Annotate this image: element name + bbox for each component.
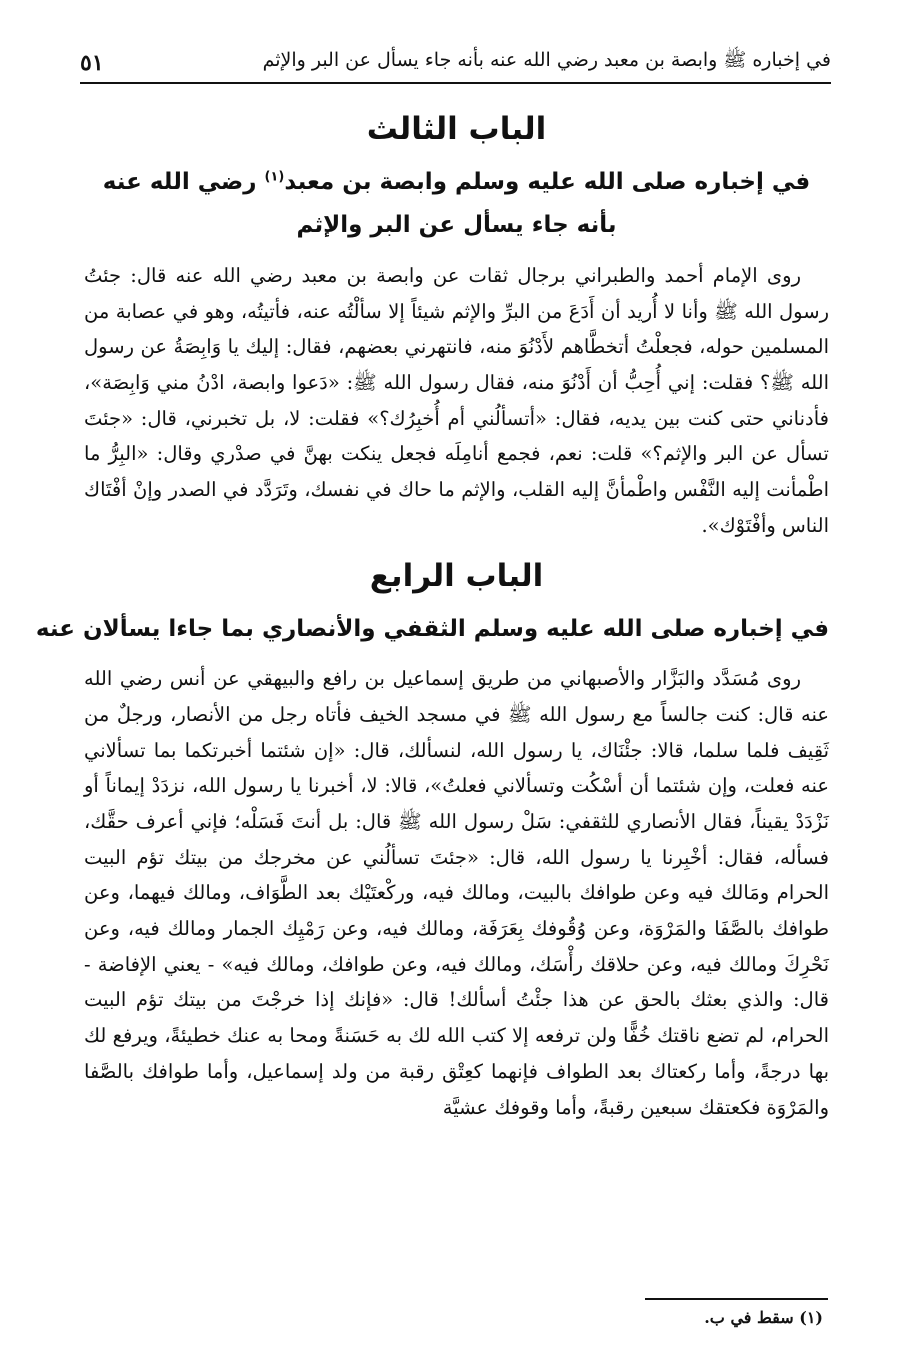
chapter-3-subtitle-main: في إخباره صلى الله عليه وسلم وابصة بن معبد — [284, 168, 811, 195]
footnote-1: (١) سقط في ب. — [704, 1308, 823, 1327]
chapter-3-title: الباب الثالث — [366, 111, 547, 147]
running-title: في إخباره ﷺ وابصة بن معبد رضي الله عنه بأنه جاء يسأل عن البر والإثم — [262, 49, 831, 71]
page-number: ٥١ — [80, 50, 104, 76]
chapter-4-subtitle: في إخباره صلى الله عليه وسلم الثقفي والأنصاري بما جاءا يسألان عنه — [35, 615, 829, 642]
page-body — [35, 96, 829, 1125]
footnote-reference-1[interactable]: (١) — [264, 168, 285, 184]
footnote-separator — [645, 1298, 828, 1300]
chapter-3-subtitle-tail: رضي الله عنه بأنه جاء يسأل عن البر والإثم — [102, 168, 617, 239]
chapter-3-subtitle — [84, 161, 829, 248]
running-header — [80, 44, 831, 84]
chapter-4-paragraph: روى مُسَدَّد والبَزَّار والأصبهاني من طريق إسماعيل بن رافع والبيهقي عن أنس رضي الله عنه قال: كنت جالساً مع رسول الله ﷺ في مسجد الخيف فأتاه رجل من الأنصار، ورجلٌ من ثَقِيف فلما سلما، قالا: جئْنَاك، يا رسول الله، لنسألك، قال: «إن شئتما أخبرتكما بما تسألاني عنه فعلت، وإن شئتما أن أسْكُت وتسألاني فعلتُ»، قالا: لا، أخبرنا يا رسول الله، نزدَدْ إيماناً أو نَزْدَدْ يقيناً، فقال الأنصاري للثقفي: سَلْ رسول الله ﷺ قال: بل أنتَ فَسَلْه؛ فإني أعرف حقَّك، فسأله، فقال: أخْبِرنا يا رسول الله، قال: «جئتَ تسألُني عن مخرجك من بيتك تؤم البيت الحرام ومَالك فيه وعن طوافك بالبيت، ومالك فيه، وركْعتَيْك بعد الطَّوَاف، ومالك فيهما، وعن طوافك بالصَّفَا والمَرْوَة، وعن وُقُوفك بِعَرَفَة، ومالك فيه، وعن رَمْيِك الجمار ومالك فيه، وعن نَحْرِكَ ومالك فيه، وعن حلاقك رأْسَك، ومالك فيه، وعن طوافك، ومالك فيه» - يعني الإفاضة - قال: والذي بعثك بالحق عن هذا جئْتُ أسألك! قال: «فإنك إذا خرجْتَ من بيتك تؤم البيت الحرام، لم تضع ناقتك خُفًّا ولن ترفعه إلا كتب الله لك به حَسَنةً ومحا به عنك خطيئةً، ويرفع لك بها درجةً، وأما ركعتاك بعد الطواف فإنهما كعِتْق رقبة من ولد إسماعيل، وأما طوافك بالصَّفا والمَرْوَة فكعتقك سبعين رقبةً، وأما وقوفك عشيَّة — [84, 667, 829, 1119]
chapter-4-title: الباب الرابع — [369, 558, 544, 595]
chapter-3-paragraph: روى الإمام أحمد والطبراني برجال ثقات عن وابصة بن معبد رضي الله عنه قال: جئتُ رسول الله ﷺ وأنا لا أُريد أن أَدَعَ من البرِّ والإثم شيئاً إلا سألْتُه عنه، فأتيتُه، وهو في عصابة من المسلمين حوله، فجعلْتُ أتخطَّاهم لأَدْنُوَ منه، فانتهرني بعضهم، فقال: إليك يا وَابِصَةُ عن رسول الله ﷺ؟ فقلت: إني أُحِبُّ أن أَدْنُوَ منه، فقال رسول الله ﷺ: «دَعوا وابصة، ادْنُ مني وَابِصَة»، فأدناني حتى كنت بين يديه، فقال: «أتسألُني أم أُخبِرُك؟» فقلت: لا، بل تخبرني، قال: «جئتَ تسأل عن البر والإثم؟» قلت: نعم، فجمع أنامِلَه فجعل ينكت بهنَّ في صدْري وقال: «البِرُّ ما اطْمأنت إليه النَّفْس واطْمأنَّ إليه القلب، والإثم ما حاك في نفسك، وتَرَدَّد في الصدر وإنْ أفْتَاك الناس وأفْتَوْك». — [84, 263, 829, 537]
